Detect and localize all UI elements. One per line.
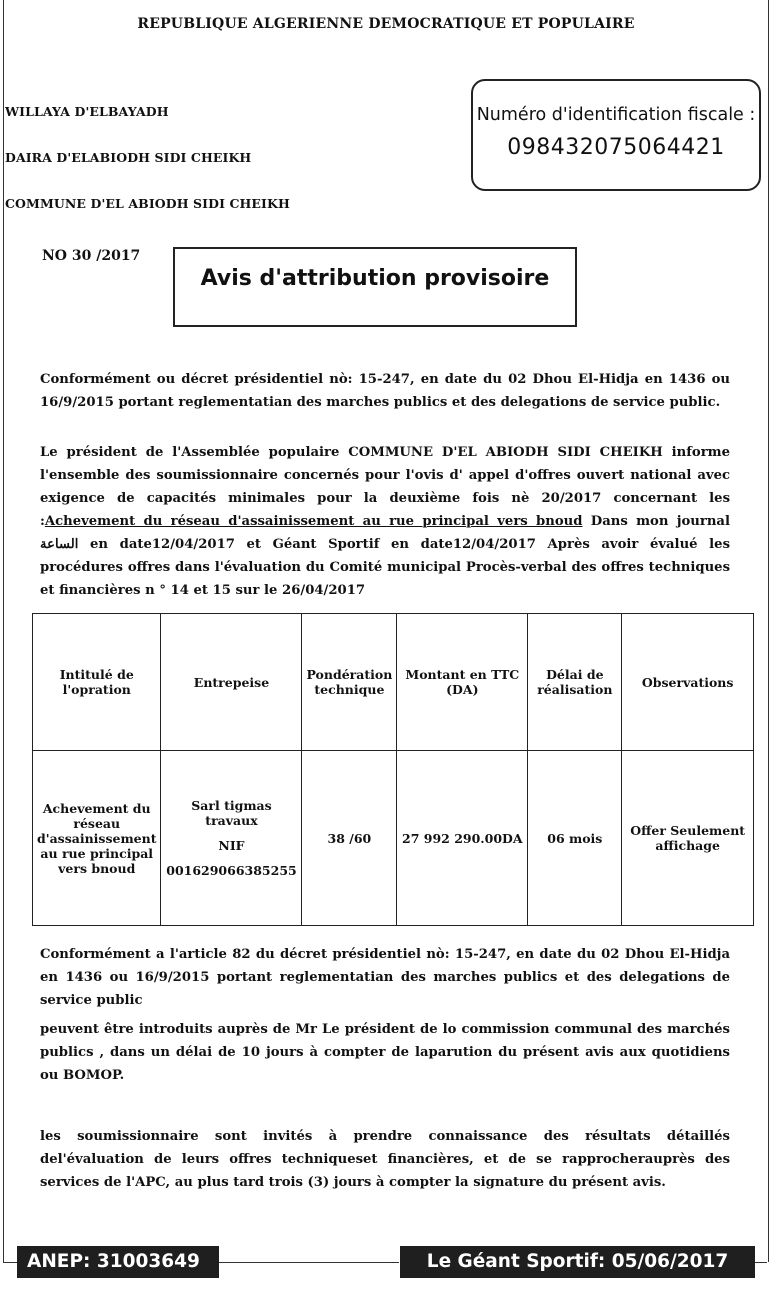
footer-rule-mid [219, 1262, 399, 1263]
republic-header: REPUBLIQUE ALGERIENNE DEMOCRATIQUE ET POPULAIRE [137, 16, 635, 32]
paragraph-article-82: Conformément a l'article 82 du décret présidentiel nò: 15-247, en date du 02 Dhou El-Hidja en 1436 ou 16/9/2015 portant reglementatian des marches publics et des delegations de service public [40, 947, 730, 1008]
arabic-journal-name: الساعة [40, 537, 79, 552]
company-nif-label: NIF [218, 838, 245, 853]
commune-line: COMMUNE D'EL ABIODH SIDI CHEIKH [5, 196, 290, 211]
table-row [33, 751, 754, 926]
col-header-operation: Intitulé de l'opration [33, 614, 161, 751]
notice-title-box [173, 247, 577, 327]
company-nif-value: 001629066385255 [166, 863, 297, 878]
tax-id-value: 098432075064421 [507, 135, 725, 160]
source-badge: Le Géant Sportif: 05/06/2017 [400, 1246, 755, 1278]
anep-badge: ANEP: 31003649 [17, 1246, 219, 1278]
award-table [32, 613, 754, 926]
company-name: Sarl tigmas travaux [191, 798, 272, 828]
footer-rule-left [3, 1262, 17, 1263]
tax-id-box [471, 79, 761, 191]
col-header-observations: Observations [622, 614, 754, 751]
cell-company [161, 751, 302, 926]
cell-score: 38 /60 [302, 751, 397, 926]
col-header-amount: Montant en TTC (DA) [397, 614, 528, 751]
cell-observation: Offer Seulement affichage [622, 751, 754, 926]
table-header-row [33, 614, 754, 751]
cell-delay: 06 mois [528, 751, 622, 926]
col-header-score: Pondération technique [302, 614, 397, 751]
tax-id-label: Numéro d'identification fiscale : [476, 105, 756, 125]
col-header-company: Entrepeise [161, 614, 302, 751]
project-link: Achevement du réseau d'assainissement au rue principal vers bnoud [44, 514, 583, 529]
footer-rule-right [755, 1262, 767, 1263]
willaya-line: WILLAYA D'ELBAYADH [5, 104, 169, 119]
paragraph-president-text-b: Dans mon journal [582, 514, 730, 529]
col-header-delay: Délai de réalisation [528, 614, 622, 751]
paragraph-invitation: les soumissionnaire sont invités à prendre connaissance des résultats détaillés del'évaluation de leurs offres techniqueset financières, et de se rapprocherauprès des services de l'APC, au plus tard trois (3) jours à compter la signature du présent avis. [40, 1129, 730, 1190]
cell-amount: 27 992 290.00DA [397, 751, 528, 926]
paragraph-appeal: peuvent être introduits auprès de Mr Le président de lo commission communal des marchés publics , dans un délai de 10 jours à compter de laparution du présent avis aux quotidiens ou BOMOP. [40, 1022, 730, 1083]
paragraph-decree: Conformément ou décret présidentiel nò: 15-247, en date du 02 Dhou El-Hidja en 1436 ou 16/9/2015 portant reglementatian des marches publics et des delegations de service public. [40, 372, 730, 410]
notice-title: Avis d'attribution provisoire [200, 266, 550, 291]
notice-number: NO 30 /2017 [42, 248, 141, 264]
paragraph-president-text-a: Le président de l'Assemblée populaire COMMUNE D'EL ABIODH SIDI CHEIKH informe l'ensemble des soumissionnaire concernés pour l'ovis d' appel d'offres ouvert national avec exigence de capacités minimales pour la deuxième fois nè 20/2017 concernant les : [40, 445, 730, 529]
cell-operation: Achevement du réseau d'assainissement au rue principal vers bnoud [33, 751, 161, 926]
paragraph-president [40, 441, 730, 602]
daira-line: DAIRA D'ELABIODH SIDI CHEIKH [5, 150, 252, 165]
paragraph-president-text-c: en date12/04/2017 et Géant Sportif en date12/04/2017 Après avoir évalué les procédures offres dans l'évaluation du Comité municipal Procès-verbal des offres techniques et financières n ° 14 et 15 sur le 26/04/2017 [40, 537, 730, 598]
